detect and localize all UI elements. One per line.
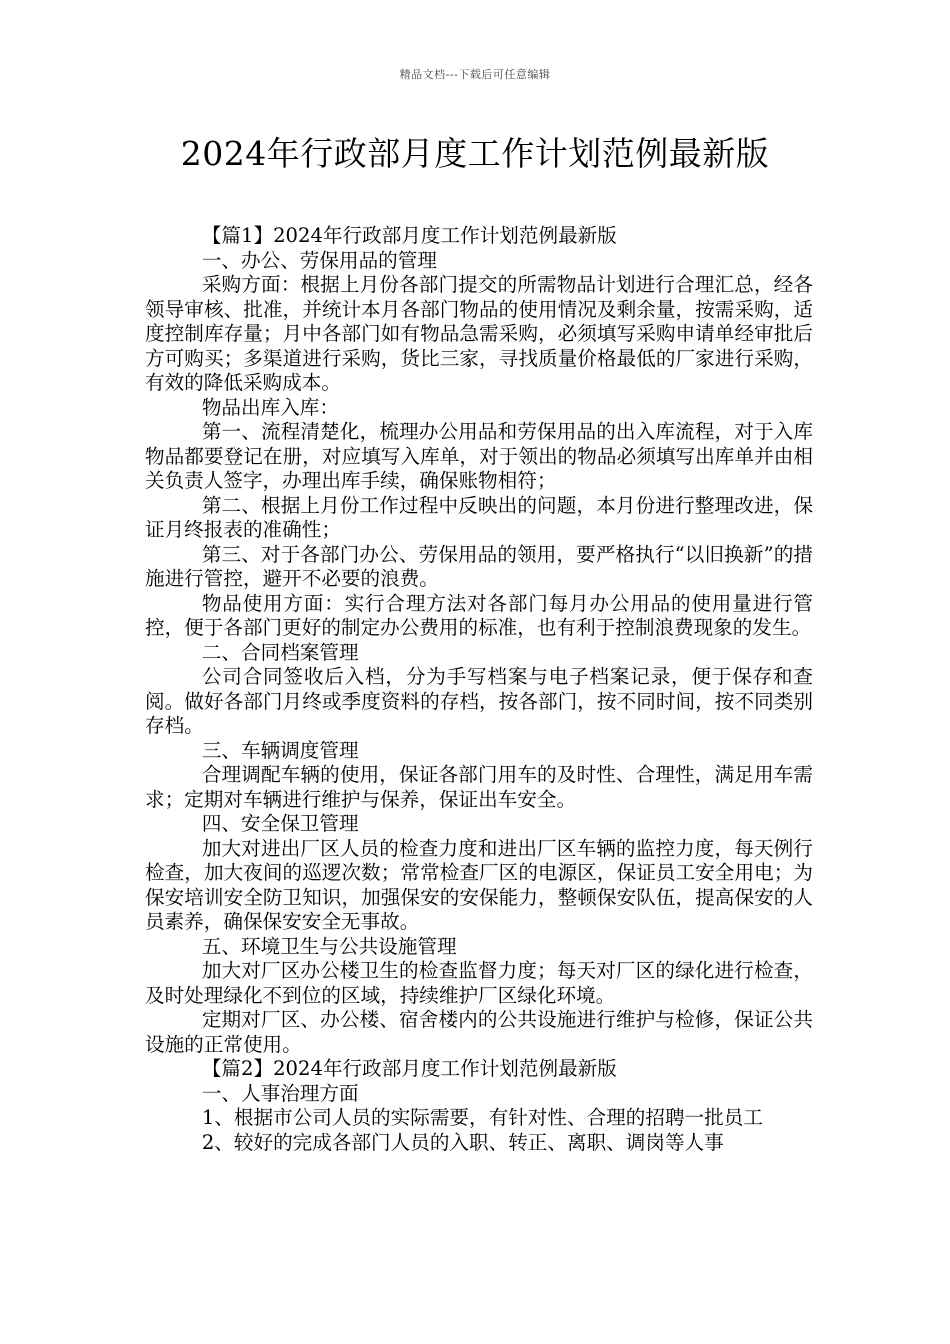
section-heading-office-supplies: 一、办公、劳保用品的管理 <box>201 248 437 272</box>
paragraph-usage: 物品使用方面：实行合理方法对各部门每月办公用品的使用量进行管控，便于各部门更好的制定办公费用的标准，也有利于控制浪费现象的发生。 <box>145 591 813 639</box>
paragraph-vehicles: 合理调配车辆的使用，保证各部门用车的及时性、合理性，满足用车需求；定期对车辆进行维护与保养，保证出车安全。 <box>145 763 813 811</box>
paragraph-greening: 加大对厂区办公楼卫生的检查监督力度；每天对厂区的绿化进行检查，及时处理绿化不到位的区域，持续维护厂区绿化环境。 <box>145 959 813 1007</box>
paragraph-hr-recruit: 1、根据市公司人员的实际需要，有针对性、合理的招聘一批员工 <box>201 1106 763 1129</box>
page-header-note: 精品文档---下载后可任意编辑 <box>399 68 551 81</box>
paragraph-facilities: 定期对厂区、办公楼、宿舍楼内的公共设施进行维护与检修，保证公共设施的正常使用。 <box>145 1008 813 1056</box>
section-heading-hr: 一、人事治理方面 <box>201 1081 359 1105</box>
section-heading-vehicles: 三、车辆调度管理 <box>201 738 359 762</box>
document-title: 2024年行政部月度工作计划范例最新版 <box>180 134 770 173</box>
paragraph-second-improve: 第二、根据上月份工作过程中反映出的问题，本月份进行整理改进，保证月终报表的准确性； <box>145 493 813 541</box>
section-heading-part-1: 【篇1】2024年行政部月度工作计划范例最新版 <box>201 224 617 247</box>
paragraph-security: 加大对进出厂区人员的检查力度和进出厂区车辆的监控力度，每天例行检查，加大夜间的巡逻次数；常常检查厂区的电源区，保证员工安全用电；为保安培训安全防卫知识，加强保安的安保能力，整顿保安队伍，提高保安的人员素养，确保保安安全无事故。 <box>145 836 813 933</box>
paragraph-third-exchange: 第三、对于各部门办公、劳保用品的领用，要严格执行“以旧换新”的措施进行管控，避开不必要的浪费。 <box>145 542 813 590</box>
section-heading-environment: 五、环境卫生与公共设施管理 <box>201 934 457 958</box>
section-heading-security: 四、安全保卫管理 <box>201 812 359 835</box>
section-heading-part-2: 【篇2】2024年行政部月度工作计划范例最新版 <box>201 1057 617 1080</box>
paragraph-first-process: 第一、流程清楚化，梳理办公用品和劳保用品的出入库流程，对于入库物品都要登记在册，对应填写入库单，对于领出的物品必须填写出库单并由相关负责人签字，办理出库手续，确保账物相符； <box>145 420 813 492</box>
section-heading-contracts: 二、合同档案管理 <box>201 640 359 664</box>
paragraph-hr-onboarding: 2、较好的完成各部门人员的入职、转正、离职、调岗等人事 <box>201 1130 724 1154</box>
paragraph-contracts: 公司合同签收后入档，分为手写档案与电子档案记录，便于保存和查阅。做好各部门月终或季度资料的存档，按各部门，按不同时间，按不同类别存档。 <box>145 665 813 737</box>
document-body <box>145 224 813 1155</box>
paragraph-procurement: 采购方面：根据上月份各部门提交的所需物品计划进行合理汇总，经各领导审核、批准，并统计本月各部门物品的使用情况及剩余量，按需采购，适度控制库存量；月中各部门如有物品急需采购，必须填写采购申请单经审批后方可购买；多渠道进行采购，货比三家，寻找质量价格最低的厂家进行采购，有效的降低采购成本。 <box>145 273 813 394</box>
subheading-stock-in-out: 物品出库入库： <box>201 395 339 419</box>
